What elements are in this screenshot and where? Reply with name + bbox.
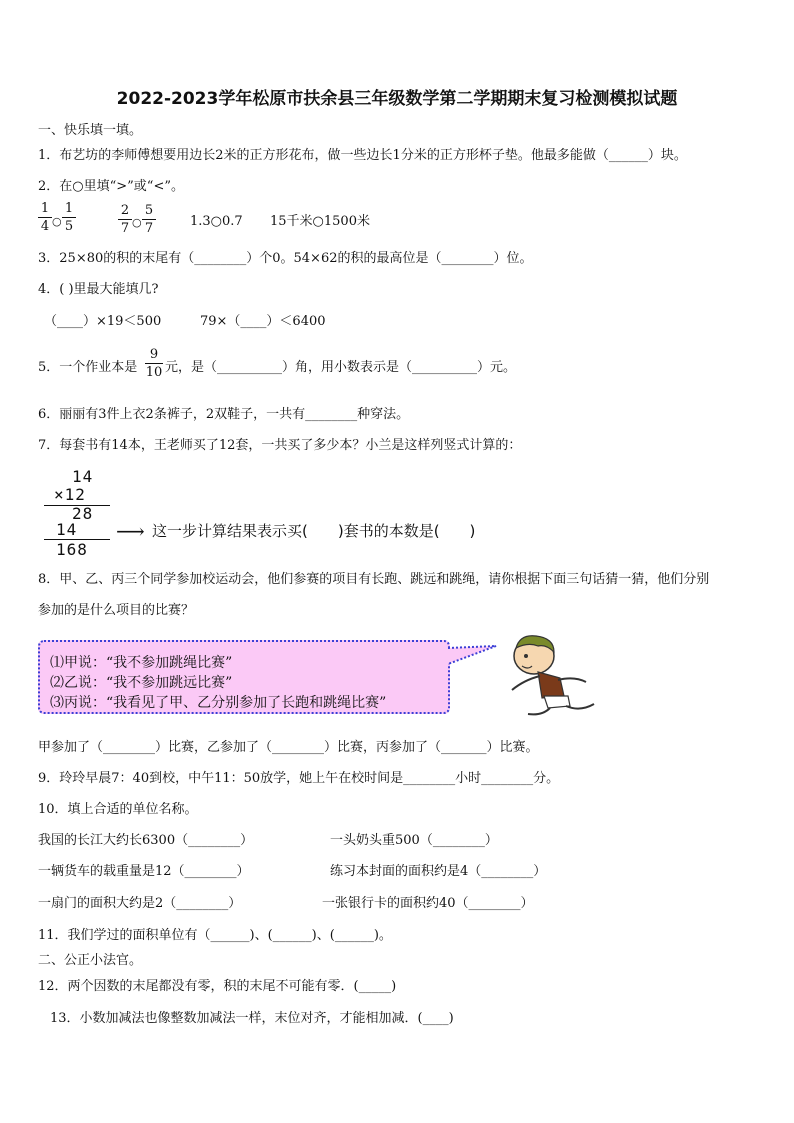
fraction-2-7 [118, 204, 132, 235]
question-10-item-6: 一张银行卡的面积约40（________） [322, 896, 534, 911]
question-10-item-5: 一扇门的面积大约是2（________） [38, 896, 242, 911]
statement-3: ⑶丙说：“我看见了甲、乙分别参加了长跑和跳绳比赛” [50, 695, 387, 711]
fraction-denominator: 7 [120, 221, 130, 236]
fraction-5-7 [142, 204, 156, 235]
question-5-prefix: 5．一个作业本是 [38, 360, 138, 375]
calc-result: 168 [56, 540, 88, 559]
fraction-1-4 [38, 202, 52, 233]
speech-bubble [38, 640, 450, 714]
fraction-denominator: 10 [145, 365, 163, 380]
page-title: 2022-2023学年松原市扶余县三年级数学第二学期期末复习检测模拟试题 [116, 89, 678, 109]
fraction-bar [142, 219, 156, 220]
fraction-numerator: 5 [144, 203, 154, 218]
question-4-item-b: 79×（____）＜6400 [200, 314, 326, 329]
fraction-denominator: 4 [40, 219, 50, 234]
fraction-1-5 [62, 202, 76, 233]
statement-1: ⑴甲说：“我不参加跳绳比赛” [50, 655, 233, 671]
question-3: 3．25×80的积的末尾有（________）个0。54×62的积的最高位是（________）位。 [38, 251, 533, 266]
compare-circle: ○ [132, 216, 142, 229]
question-10: 10．填上合适的单位名称。 [38, 802, 198, 817]
speech-bubble-tail [446, 640, 500, 670]
fraction-numerator: 2 [120, 203, 130, 218]
calc-partial-product-1: 28 [72, 504, 94, 523]
question-10-item-2: 一头奶头重500（________） [330, 833, 498, 848]
question-2: 2．在○里填“>”或“<”。 [38, 179, 184, 194]
fraction-bar [62, 217, 76, 218]
calc-row-multiplicand: 14 [72, 467, 94, 486]
calc-row-multiplier: ×12 [54, 485, 86, 504]
question-4: 4．( )里最大能填几? [38, 282, 159, 297]
compare-circle: ○ [52, 215, 62, 228]
question-1: 1．布艺坊的李师傅想要用边长2米的正方形花布，做一些边长1分米的正方形杯子垫。他最多能做（______）块。 [38, 148, 687, 163]
fraction-bar [38, 217, 52, 218]
fraction-numerator: 9 [149, 347, 159, 362]
section-heading-2: 二、公正小法官。 [38, 953, 143, 968]
section-heading-1: 一、快乐填一填。 [38, 123, 143, 138]
compare-length: 15千米○1500米 [270, 214, 370, 229]
fraction-bar [145, 363, 163, 364]
arrow-icon: ⟶ [116, 519, 145, 543]
fraction-bar [118, 219, 132, 220]
question-8-line-1: 8．甲、乙、丙三个同学参加校运动会，他们参赛的项目有长跑、跳远和跳绳，请你根据下面三句话猜一猜，他们分别 [38, 572, 710, 587]
question-10-item-1: 我国的长江大约长6300（________） [38, 833, 254, 848]
question-10-item-4: 练习本封面的面积约是4（________） [330, 864, 547, 879]
question-13: 13．小数加减法也像整数加减法一样，末位对齐，才能相加减．(____) [50, 1011, 454, 1026]
calc-note: 这一步计算结果表示买( )套书的本数是( ) [152, 522, 476, 540]
fraction-numerator: 1 [40, 201, 50, 216]
fraction-9-10 [145, 348, 163, 379]
question-8-line-2: 参加的是什么项目的比赛？ [38, 603, 195, 618]
fraction-numerator: 1 [64, 201, 74, 216]
calc-partial-product-2: 14 [56, 520, 78, 539]
running-boy-icon [498, 634, 748, 720]
question-4-item-a: （____）×19＜500 [44, 314, 162, 329]
question-8-answer: 甲参加了（________）比赛，乙参加了（________）比赛，丙参加了（_______）比赛。 [38, 740, 539, 755]
question-10-item-3: 一辆货车的载重量是12（________） [38, 864, 250, 879]
statement-2: ⑵乙说：“我不参加跳远比赛” [50, 675, 233, 691]
question-11: 11．我们学过的面积单位有（______)、(______)、(______)。 [38, 928, 392, 943]
question-12: 12．两个因数的末尾都没有零，积的末尾不可能有零．(_____) [38, 979, 397, 994]
question-9: 9．玲玲早晨7：40到校，中午11：50放学，她上午在校时间是________小时________分。 [38, 771, 560, 786]
question-7: 7．每套书有14本，王老师买了12套，一共买了多少本？小兰是这样列竖式计算的： [38, 438, 522, 453]
fraction-denominator: 5 [64, 219, 74, 234]
compare-decimal: 1.3○0.7 [190, 214, 243, 229]
question-5-suffix: 元，是（__________）角，用小数表示是（__________）元。 [165, 360, 517, 375]
fraction-denominator: 7 [144, 221, 154, 236]
question-6: 6．丽丽有3件上衣2条裤子，2双鞋子，一共有________种穿法。 [38, 407, 410, 422]
